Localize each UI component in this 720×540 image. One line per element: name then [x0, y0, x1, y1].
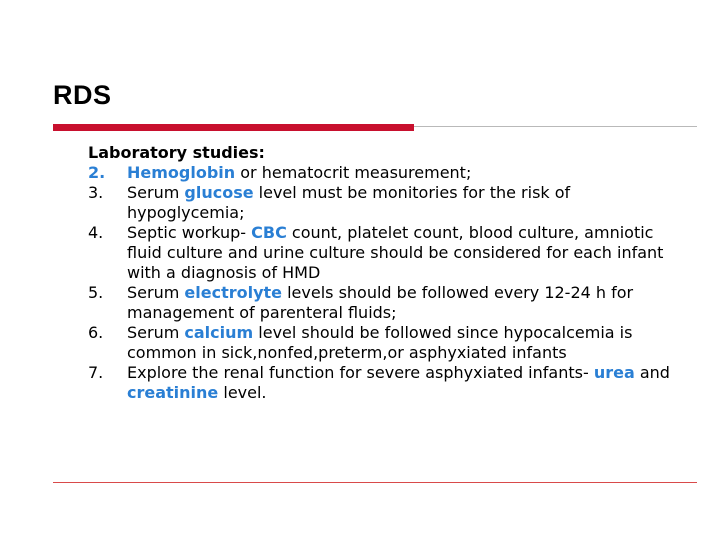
- keyword-highlight: creatinine: [127, 383, 219, 402]
- list-item-text: [127, 283, 688, 323]
- list-item: [88, 363, 688, 403]
- list-item: [88, 223, 688, 283]
- list-item-number: 3.: [88, 183, 104, 202]
- text-run: or hematocrit measurement;: [235, 163, 472, 182]
- text-run: level should be followed since hypocalcemia is common in sick,nonfed,preterm,or asphyxiated infants: [127, 323, 633, 362]
- text-run: Explore the renal function for severe asphyxiated infants-: [127, 363, 594, 382]
- numbered-list: [88, 163, 688, 403]
- list-item-number: 2.: [88, 163, 106, 182]
- keyword-highlight: urea: [593, 363, 635, 382]
- text-run: count, platelet count, blood culture, amniotic fluid culture and urine culture should be considered for each infant with a diagnosis of HMD: [127, 223, 664, 282]
- keyword-highlight: electrolyte: [184, 283, 283, 302]
- keyword-highlight: glucose: [184, 183, 254, 202]
- slide-body: [88, 143, 688, 403]
- text-run: Septic workup-: [127, 223, 252, 242]
- text-run: and: [634, 363, 670, 382]
- list-item-number: 6.: [88, 323, 104, 342]
- list-item: [88, 323, 688, 363]
- text-run: level must be monitories for the risk of hypoglycemia;: [127, 183, 571, 222]
- list-item: [88, 163, 688, 183]
- list-item-text: [127, 363, 688, 403]
- text-run: Serum: [127, 323, 185, 342]
- list-item-number: 4.: [88, 223, 104, 242]
- list-item: [88, 183, 688, 223]
- keyword-highlight: Hemoglobin: [127, 163, 236, 182]
- list-item-text: [127, 163, 688, 183]
- text-run: Serum: [127, 183, 185, 202]
- slide-title: RDS: [53, 80, 112, 110]
- list-item-number: 5.: [88, 283, 104, 302]
- keyword-highlight: calcium: [184, 323, 254, 342]
- keyword-highlight: CBC: [251, 223, 287, 242]
- list-item: [88, 283, 688, 323]
- text-run: level.: [218, 383, 267, 402]
- list-item-text: [127, 323, 688, 363]
- footer-divider-line: [53, 482, 697, 483]
- list-item-number: 7.: [88, 363, 104, 382]
- text-run: levels should be followed every 12-24 h for management of parenteral fluids;: [127, 283, 634, 322]
- list-item-text: [127, 183, 688, 223]
- text-run: Serum: [127, 283, 185, 302]
- list-item-text: [127, 223, 688, 283]
- section-heading: Laboratory studies:: [88, 143, 265, 162]
- title-accent-bar: [53, 124, 414, 131]
